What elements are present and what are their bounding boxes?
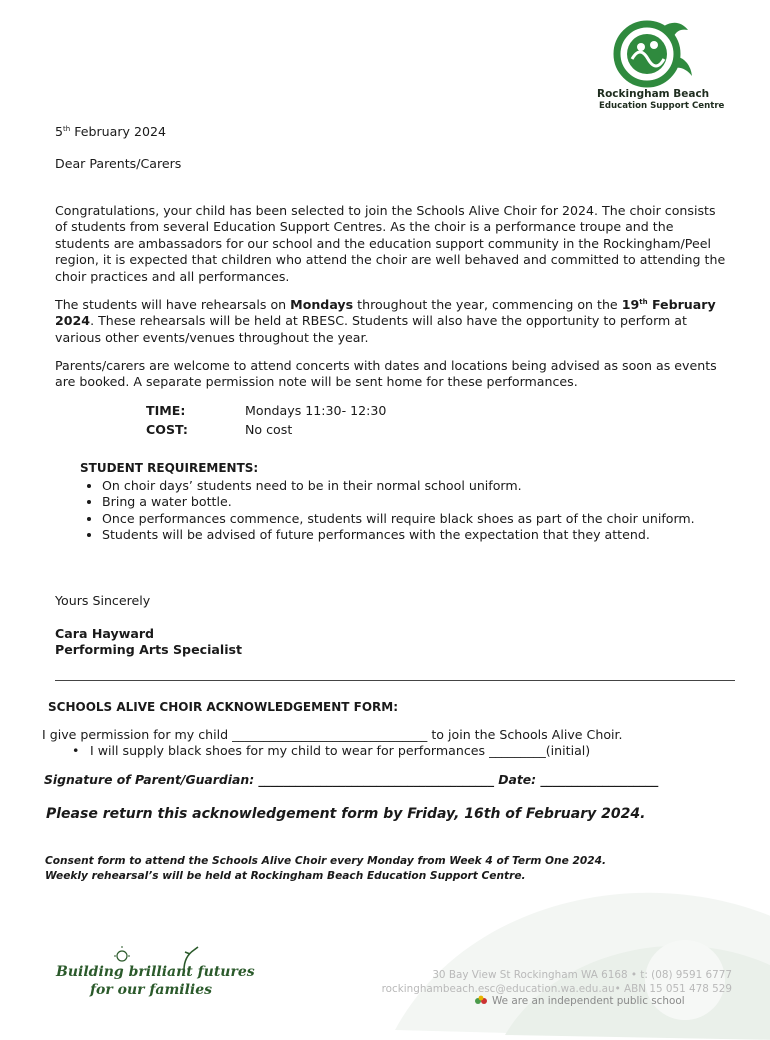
consent-line-1: Consent form to attend the Schools Alive Choir every Monday from Week 4 of Term One 2024. (45, 855, 606, 867)
closing: Yours Sincerely (55, 593, 151, 608)
salutation: Dear Parents/Carers (55, 156, 182, 171)
requirements-heading: STUDENT REQUIREMENTS: (80, 461, 259, 475)
time-value: Mondays 11:30- 12:30 (245, 403, 387, 418)
footer-independent: We are an independent public school (474, 995, 685, 1007)
return-note: Please return this acknowledgement form by Friday, 16th of February 2024. (46, 806, 646, 822)
logo-name: Rockingham Beach (597, 88, 710, 100)
list-item: • Students will be advised of future performances with the expectation that they attend. (102, 527, 742, 543)
divider (55, 680, 735, 681)
logo-subtitle: Education Support Centre (599, 101, 725, 111)
watermark-graphic (385, 860, 770, 1040)
shoes-line[interactable]: • I will supply black shoes for my child to wear for performances _________(initial) (72, 743, 591, 758)
signer-name: Cara Hayward (55, 626, 155, 641)
ips-logo-icon (474, 995, 488, 1007)
paragraph-concerts: Parents/carers are welcome to attend concerts with dates and locations being advised as soon as events are booked. A separate permission note will be sent home for these performances. (55, 358, 717, 390)
footer-email-abn: rockinghambeach.esc@education.wa.edu.au• ABN 15 051 478 529 (381, 983, 732, 995)
list-item: • On choir days’ students need to be in their normal school uniform. (102, 478, 742, 494)
consent-line-2: Weekly rehearsal’s will be held at Rockingham Beach Education Support Centre. (45, 870, 526, 882)
requirements-list (80, 478, 742, 544)
signer-title: Performing Arts Specialist (55, 642, 243, 657)
list-item: • Bring a water bottle. (102, 494, 742, 510)
letter-date: 5th February 2024 (55, 124, 167, 139)
signature-line[interactable]: Signature of Parent/Guardian: ______________________________________ Date: ___________________ (44, 772, 659, 787)
bullet-icon: • (72, 743, 80, 758)
cost-value: No cost (245, 422, 293, 437)
slogan-line-2: for our families (90, 982, 213, 998)
slogan-line-1: Building brilliant futures (56, 964, 255, 980)
list-item: • Once performances commence, students will require black shoes as part of the choir uniform. (102, 511, 742, 527)
footer-address: 30 Bay View St Rockingham WA 6168 • t: (08) 9591 6777 (432, 969, 732, 981)
paragraph-intro: Congratulations, your child has been selected to join the Schools Alive Choir for 2024. The choir consists of students from several Education Support Centres. As the choir is a performance troupe and the students are ambassadors for our school and the education support community in the Rockingham/Peel region, it is expected that children who attend the choir are well behaved and committed to attending the choir practices and all performances. (55, 203, 726, 284)
paragraph-rehearsals: The students will have rehearsals on Mondays throughout the year, commencing on the 19th February 2024. These rehearsals will be held at RBESC. Students will also have the opportunity to perform at various other events/venues throughout the year. (55, 297, 716, 345)
cost-label: COST: (146, 422, 188, 437)
time-label: TIME: (146, 403, 186, 418)
form-heading: SCHOOLS ALIVE CHOIR ACKNOWLEDGEMENT FORM: (48, 700, 399, 714)
permission-line[interactable]: I give permission for my child _______________________________ to join the Schools Alive Choir. (42, 727, 623, 742)
